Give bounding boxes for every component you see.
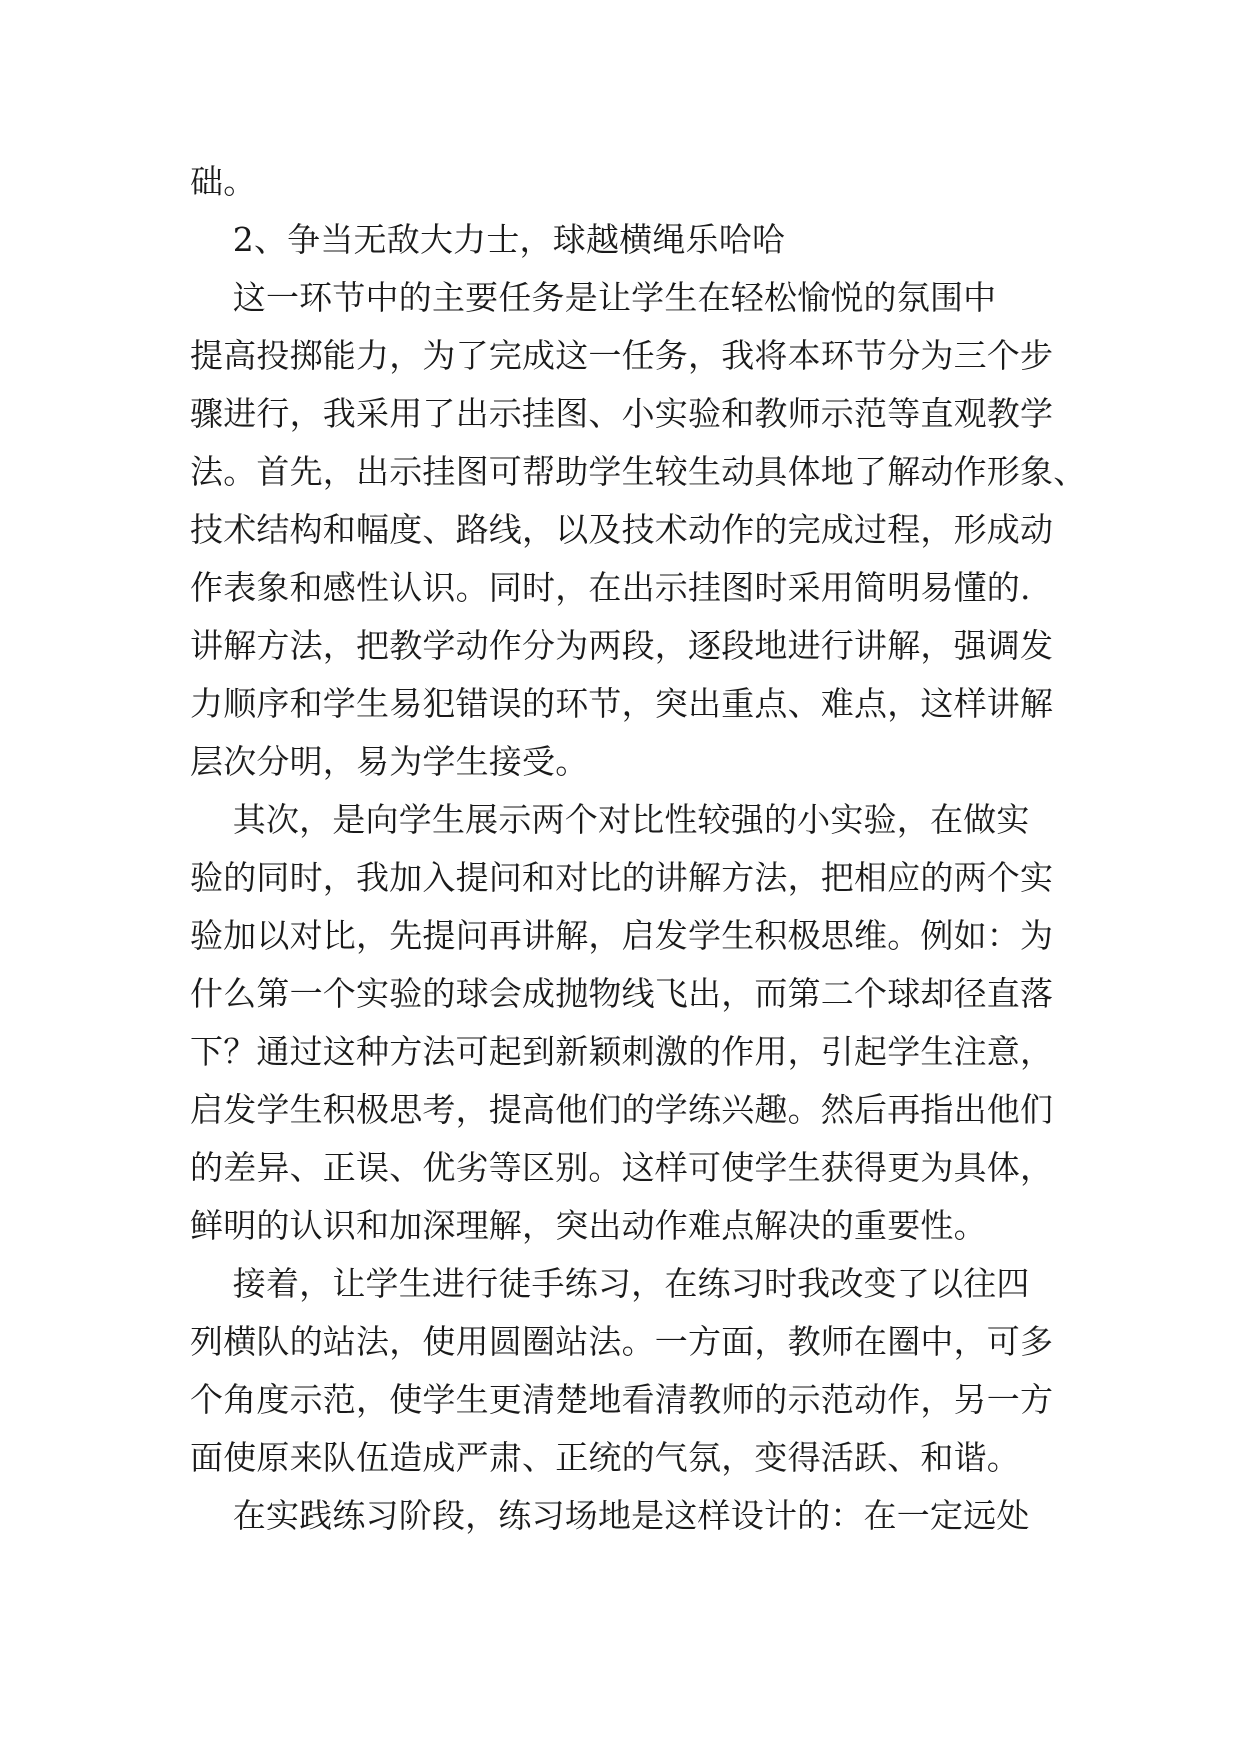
text-line: 接着，让学生进行徒手练习，在练习时我改变了以往四 bbox=[190, 1264, 1030, 1303]
text-line: 验的同时，我加入提问和对比的讲解方法，把相应的两个实 bbox=[190, 858, 1054, 897]
section-heading: 2、争当无敌大力士，球越横绳乐哈哈 bbox=[190, 220, 786, 259]
text-line: 讲解方法，把教学动作分为两段，逐段地进行讲解，强调发 bbox=[190, 626, 1054, 665]
text-line: 的差异、正误、优劣等区别。这样可使学生获得更为具体， bbox=[190, 1148, 1054, 1187]
text-line: 个角度示范，使学生更清楚地看清教师的示范动作，另一方 bbox=[190, 1380, 1054, 1419]
text-line: 础。 bbox=[190, 162, 257, 201]
text-line: 其次，是向学生展示两个对比性较强的小实验，在做实 bbox=[190, 800, 1030, 839]
text-line: 什么第一个实验的球会成抛物线飞出，而第二个球却径直落 bbox=[190, 974, 1054, 1013]
text-line: 鲜明的认识和加深理解，突出动作难点解决的重要性。 bbox=[190, 1206, 987, 1245]
text-line: 列横队的站法，使用圆圈站法。一方面，教师在圈中，可多 bbox=[190, 1322, 1054, 1361]
text-line: 技术结构和幅度、路线，以及技术动作的完成过程，形成动 bbox=[190, 510, 1054, 549]
text-line: 作表象和感性认识。同时，在出示挂图时采用简明易懂的. bbox=[190, 568, 1031, 607]
text-line: 下？通过这种方法可起到新颖刺激的作用，引起学生注意， bbox=[190, 1032, 1054, 1071]
text-line: 启发学生积极思考，提高他们的学练兴趣。然后再指出他们 bbox=[190, 1090, 1054, 1129]
text-line: 面使原来队伍造成严肃、正统的气氛，变得活跃、和谐。 bbox=[190, 1438, 1020, 1477]
text-line: 法。首先，出示挂图可帮助学生较生动具体地了解动作形象、 bbox=[190, 452, 1087, 491]
text-line: 骤进行，我采用了出示挂图、小实验和教师示范等直观教学 bbox=[190, 394, 1054, 433]
text-line: 提高投掷能力，为了完成这一任务，我将本环节分为三个步 bbox=[190, 336, 1054, 375]
text-line: 力顺序和学生易犯错误的环节，突出重点、难点，这样讲解 bbox=[190, 684, 1054, 723]
text-line: 验加以对比，先提问再讲解，启发学生积极思维。例如：为 bbox=[190, 916, 1054, 955]
text-line: 这一环节中的主要任务是让学生在轻松愉悦的氛围中 bbox=[190, 278, 997, 317]
text-line: 层次分明，易为学生接受。 bbox=[190, 742, 589, 781]
text-line: 在实践练习阶段，练习场地是这样设计的：在一定远处 bbox=[190, 1496, 1030, 1535]
